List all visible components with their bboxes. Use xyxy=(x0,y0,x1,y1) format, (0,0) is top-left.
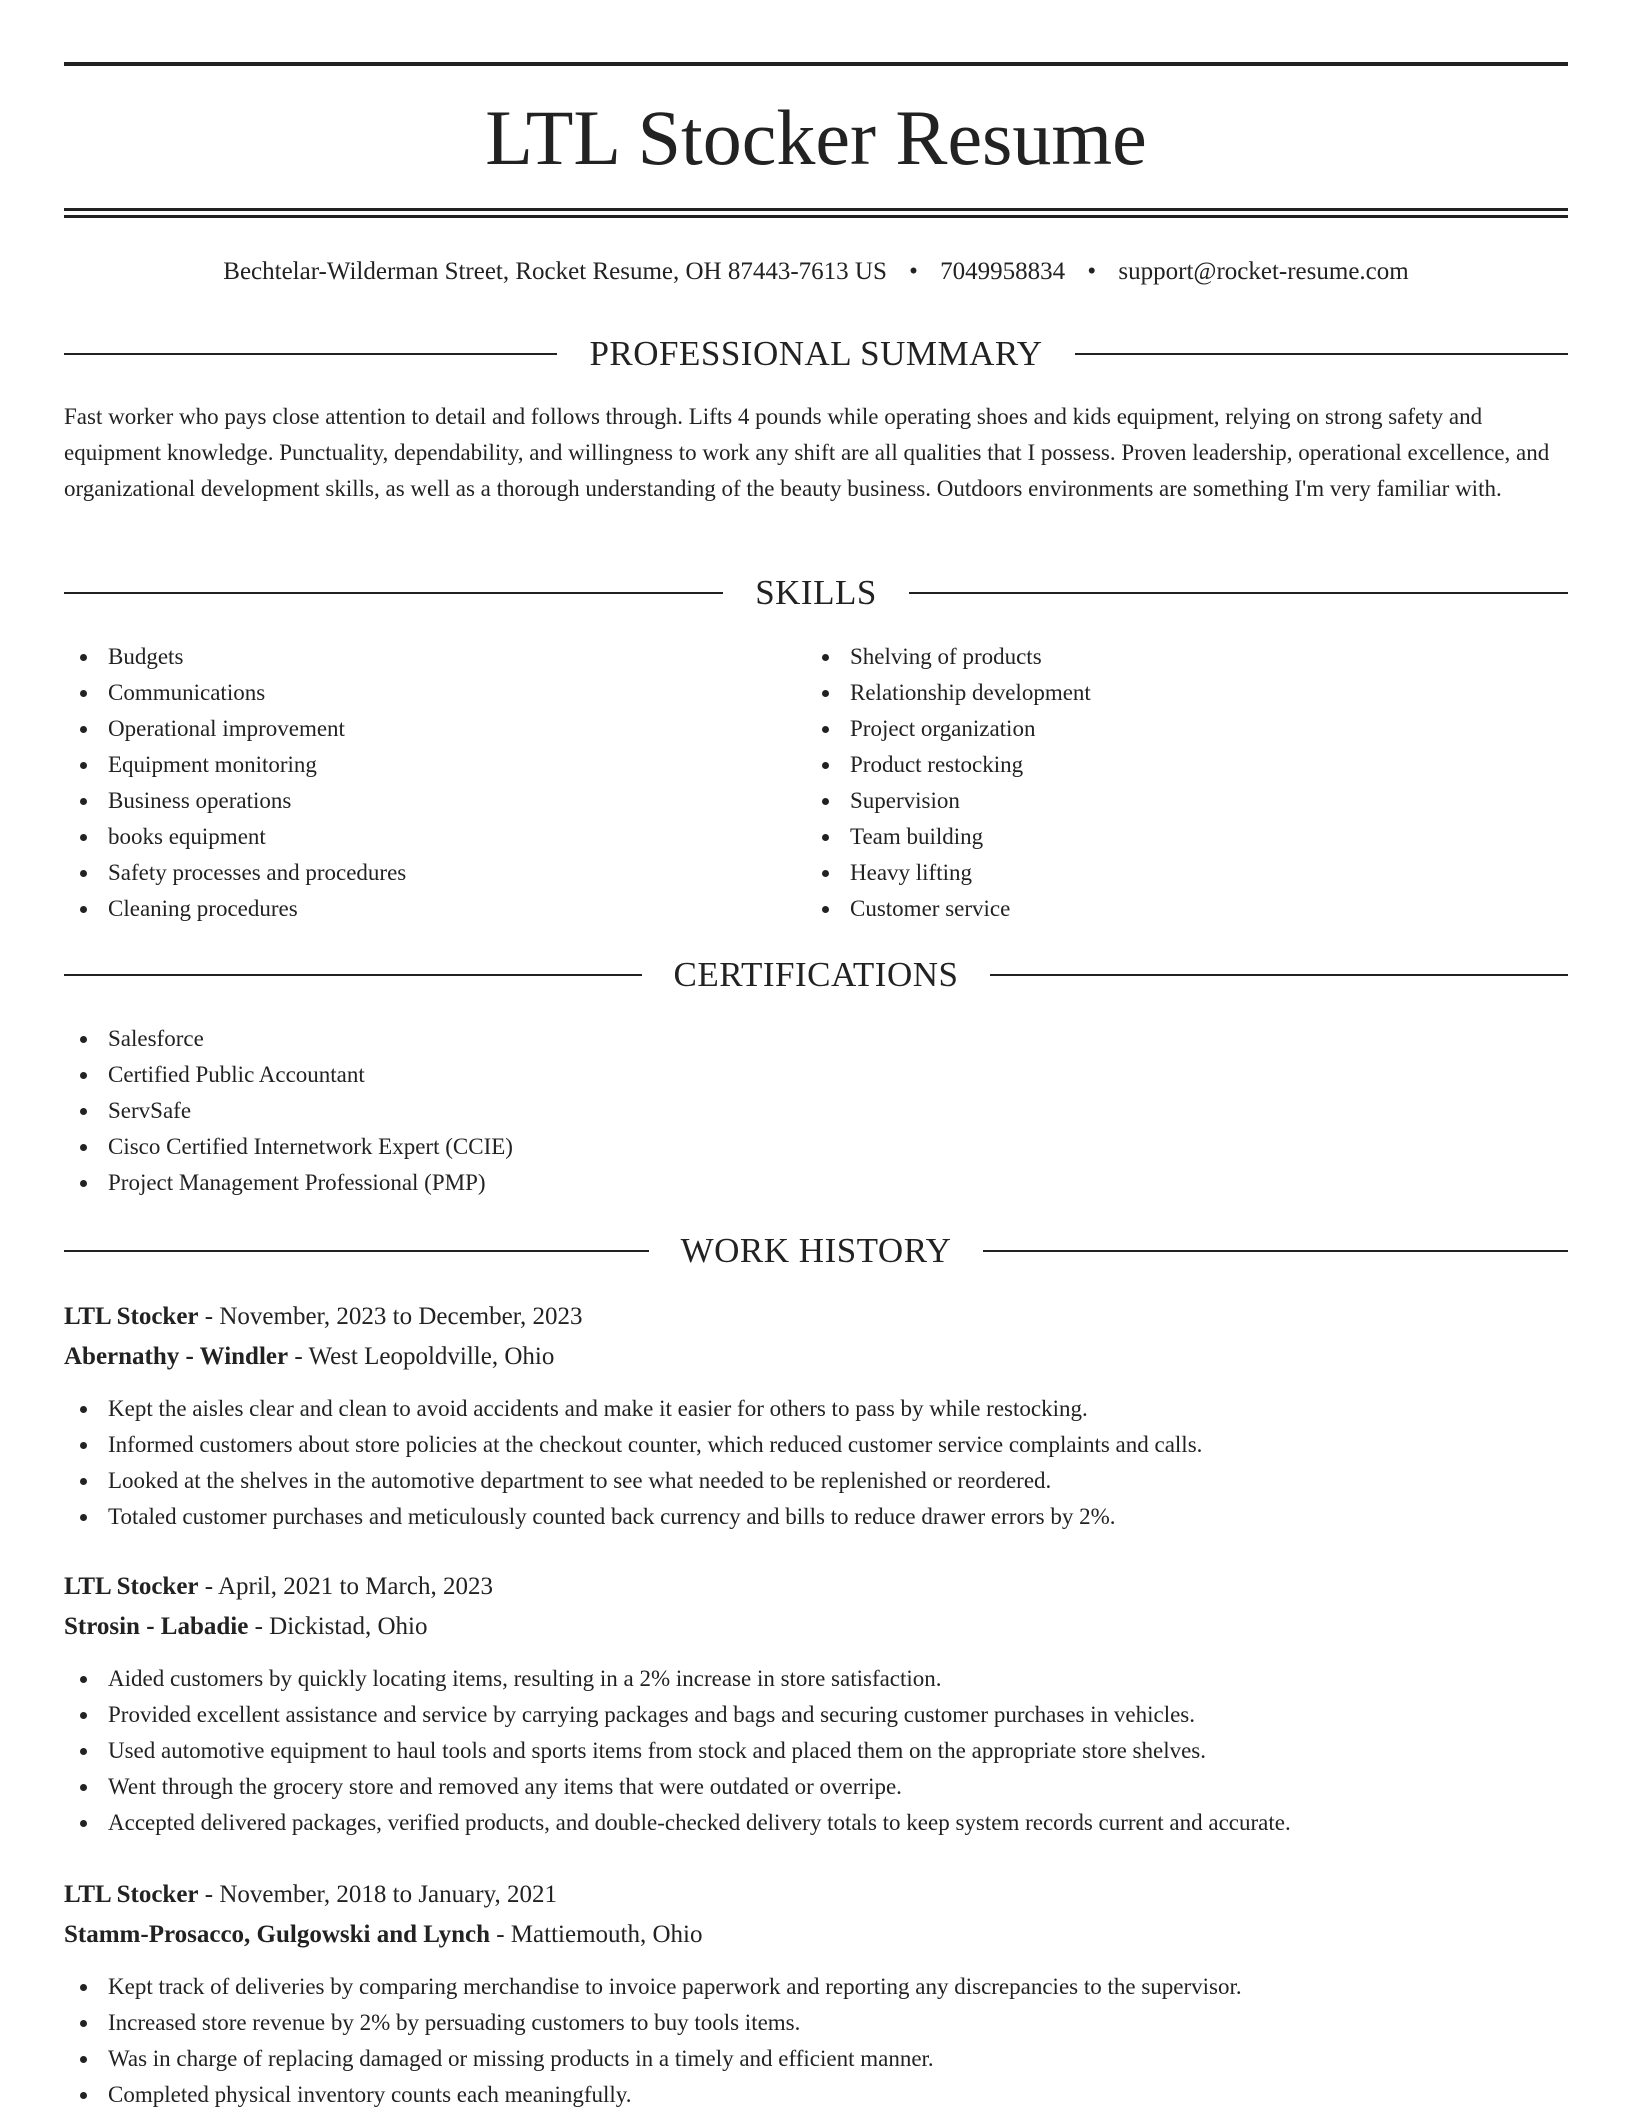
contact-separator: • xyxy=(909,258,918,285)
job-bullets xyxy=(64,1391,1568,1535)
list-item: Operational improvement xyxy=(64,711,804,747)
job-bullets xyxy=(64,1969,1568,2113)
job-company-line xyxy=(64,1915,1568,1955)
job-title-line xyxy=(64,1297,1568,1337)
job-title-line xyxy=(64,1567,1568,1607)
job-company-line xyxy=(64,1337,1568,1377)
list-item: Communications xyxy=(64,675,804,711)
skills-list-left xyxy=(64,639,804,927)
list-item: Cleaning procedures xyxy=(64,891,804,927)
list-item: Used automotive equipment to haul tools and sports items from stock and placed them on the appropriate store shelves. xyxy=(64,1733,1568,1769)
job-company: Stamm-Prosacco, Gulgowski and Lynch xyxy=(64,1921,490,1948)
list-item: Went through the grocery store and removed any items that were outdated or overripe. xyxy=(64,1769,1568,1805)
section-title: WORK HISTORY xyxy=(680,1231,952,1270)
list-item: Project Management Professional (PMP) xyxy=(64,1165,1568,1201)
skills-list-right xyxy=(806,639,1546,927)
section-rule xyxy=(1075,353,1568,355)
job-title: LTL Stocker xyxy=(64,1573,199,1600)
list-item: Was in charge of replacing damaged or missing products in a timely and efficient manner. xyxy=(64,2041,1568,2077)
list-item: books equipment xyxy=(64,819,804,855)
list-item: Supervision xyxy=(806,783,1546,819)
job-company: Strosin - Labadie xyxy=(64,1613,249,1640)
list-item: Accepted delivered packages, verified products, and double-checked delivery totals to keep system records current and accurate. xyxy=(64,1805,1568,1841)
contact-phone: 7049958834 xyxy=(940,258,1066,285)
section-rule xyxy=(909,592,1568,594)
section-heading-summary xyxy=(64,334,1568,374)
list-item: Totaled customer purchases and meticulously counted back currency and bills to reduce drawer errors by 2%. xyxy=(64,1499,1568,1535)
header-double-rule xyxy=(64,208,1568,218)
list-item: Looked at the shelves in the automotive department to see what needed to be replenished or reordered. xyxy=(64,1463,1568,1499)
list-item: Safety processes and procedures xyxy=(64,855,804,891)
section-rule xyxy=(64,1250,649,1252)
job-dates: - November, 2023 to December, 2023 xyxy=(198,1303,583,1330)
job-dates: - April, 2021 to March, 2023 xyxy=(198,1573,493,1600)
section-rule xyxy=(983,1250,1568,1252)
list-item: Equipment monitoring xyxy=(64,747,804,783)
section-rule xyxy=(64,592,723,594)
list-item: Informed customers about store policies at the checkout counter, which reduced customer service complaints and calls. xyxy=(64,1427,1568,1463)
list-item: Relationship development xyxy=(806,675,1546,711)
job-dates: - November, 2018 to January, 2021 xyxy=(198,1881,557,1908)
list-item: Heavy lifting xyxy=(806,855,1546,891)
certifications-list xyxy=(64,1021,1568,1201)
job-company-line xyxy=(64,1607,1568,1647)
job-title: LTL Stocker xyxy=(64,1303,199,1330)
list-item: Customer service xyxy=(806,891,1546,927)
list-item: ServSafe xyxy=(64,1093,1568,1129)
job-title: LTL Stocker xyxy=(64,1881,199,1908)
section-heading-skills xyxy=(64,573,1568,613)
list-item: Kept track of deliveries by comparing merchandise to invoice paperwork and reporting any discrepancies to the supervisor. xyxy=(64,1969,1568,2005)
job-company: Abernathy - Windler xyxy=(64,1343,289,1370)
job-bullets xyxy=(64,1661,1568,1841)
list-item: Cisco Certified Internetwork Expert (CCIE) xyxy=(64,1129,1568,1165)
section-title: PROFESSIONAL SUMMARY xyxy=(589,334,1043,373)
section-rule xyxy=(64,974,642,976)
list-item: Product restocking xyxy=(806,747,1546,783)
resume-title: LTL Stocker Resume xyxy=(485,94,1147,181)
list-item: Salesforce xyxy=(64,1021,1568,1057)
job-location: - West Leopoldville, Ohio xyxy=(288,1343,555,1370)
section-heading-work-history xyxy=(64,1231,1568,1271)
list-item: Team building xyxy=(806,819,1546,855)
contact-line xyxy=(64,254,1568,290)
section-rule xyxy=(64,353,557,355)
job-title-line xyxy=(64,1875,1568,1915)
list-item: Aided customers by quickly locating items, resulting in a 2% increase in store satisfaction. xyxy=(64,1661,1568,1697)
list-item: Increased store revenue by 2% by persuading customers to buy tools items. xyxy=(64,2005,1568,2041)
list-item: Business operations xyxy=(64,783,804,819)
list-item: Budgets xyxy=(64,639,804,675)
section-title: CERTIFICATIONS xyxy=(673,955,959,994)
contact-separator: • xyxy=(1087,258,1097,285)
list-item: Shelving of products xyxy=(806,639,1546,675)
list-item: Provided excellent assistance and service by carrying packages and bags and securing customer purchases in vehicles. xyxy=(64,1697,1568,1733)
list-item: Certified Public Accountant xyxy=(64,1057,1568,1093)
list-item: Project organization xyxy=(806,711,1546,747)
contact-address: Bechtelar-Wilderman Street, Rocket Resume, OH 87443-7613 US xyxy=(223,258,887,285)
contact-email: support@rocket-resume.com xyxy=(1118,258,1409,285)
job-location: - Dickistad, Ohio xyxy=(248,1613,428,1640)
section-heading-certifications xyxy=(64,955,1568,995)
header-top-rule xyxy=(64,62,1568,66)
section-title: SKILLS xyxy=(755,573,877,612)
job-location: - Mattiemouth, Ohio xyxy=(489,1921,703,1948)
list-item: Kept the aisles clear and clean to avoid accidents and make it easier for others to pass by while restocking. xyxy=(64,1391,1568,1427)
summary-paragraph: Fast worker who pays close attention to detail and follows through. Lifts 4 pounds while operating shoes and kids equipment, relying on strong safety and equipment knowledge. Punctuality, dependability, and willingness to work any shift are all qualities that I possess. Proven leadership, operational excellence, and organizational development skills, as well as a thorough understanding of the beauty business. Outdoors environments are something I'm very familiar with. xyxy=(64,404,1550,501)
list-item: Completed physical inventory counts each meaningfully. xyxy=(64,2077,1568,2113)
section-rule xyxy=(990,974,1568,976)
